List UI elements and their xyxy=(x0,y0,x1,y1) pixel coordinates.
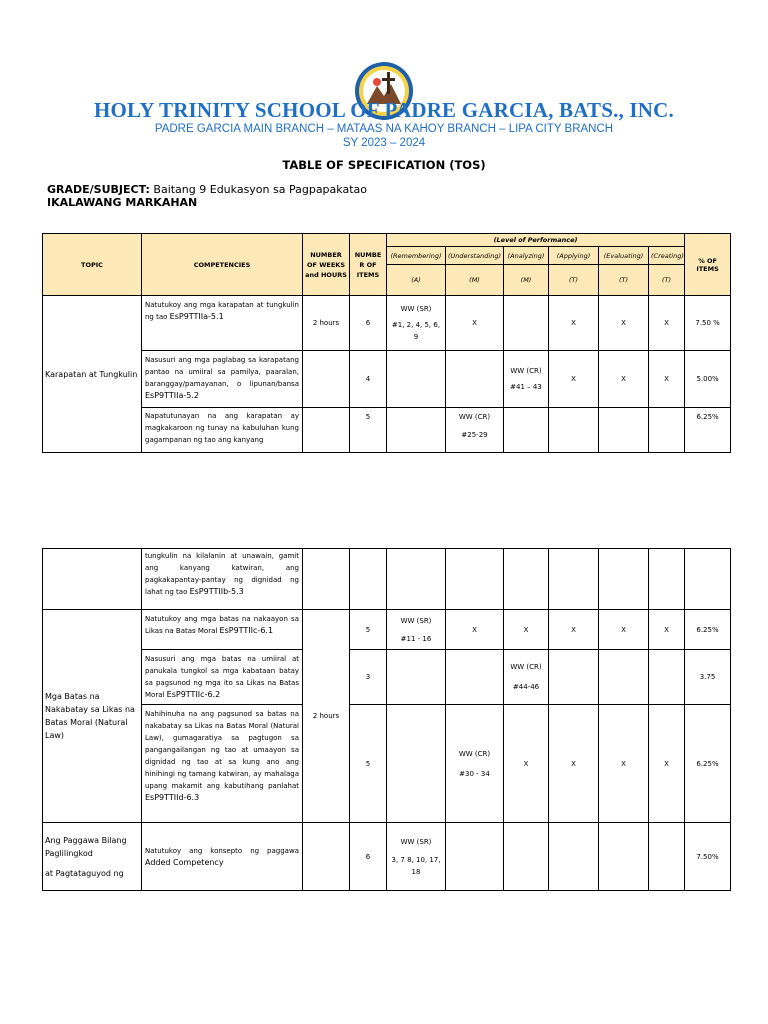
items-cell: 5 xyxy=(350,408,387,453)
header-level-name: (Analyzing) xyxy=(504,247,549,265)
hours-cell xyxy=(303,549,350,610)
analyzing-cell xyxy=(504,549,549,610)
competency-text: Natutukoy ang mga karapatan at tungkulin ng tao xyxy=(145,301,299,321)
remembering-cell xyxy=(387,610,446,650)
remembering-cell xyxy=(387,650,446,705)
creating-cell: X xyxy=(649,705,685,823)
remembering-cell xyxy=(387,549,446,610)
header-level-code: (T) xyxy=(549,265,599,296)
competency-cell xyxy=(142,408,303,453)
applying-cell xyxy=(549,823,599,891)
understanding-cell xyxy=(446,351,504,408)
percent-cell: 6.25% xyxy=(685,610,731,650)
competency-code: EsP9TTIIa-5.1 xyxy=(169,312,224,321)
analyzing-cell xyxy=(504,351,549,408)
hours-cell xyxy=(303,823,350,891)
applying-cell xyxy=(549,408,599,453)
cell-label: WW (SR) xyxy=(400,305,432,313)
table-row xyxy=(43,296,731,351)
cell-label: WW (SR) xyxy=(400,616,432,625)
header-level-name: (Remembering) xyxy=(387,247,446,265)
applying-cell: X xyxy=(549,296,599,351)
competency-text: Nasusuri ang mga batas na umiiral at panukala tungkol sa mga kabataan batay sa pagsunod ng mga ito sa Likas na Batas Moral xyxy=(145,655,299,699)
competency-cell xyxy=(142,296,303,351)
competency-cell xyxy=(142,650,303,705)
competency-text: Natutukoy ang mga batas na nakaayon sa Likas na Batas Moral xyxy=(145,615,299,635)
header-level-code: (T) xyxy=(599,265,649,296)
school-branches: PADRE GARCIA MAIN BRANCH – MATAAS NA KAHOY BRANCH – LIPA CITY BRANCH xyxy=(154,123,614,135)
competency-code: EsP9TTIIa-5.2 xyxy=(145,391,199,400)
remembering-cell xyxy=(387,296,446,351)
competency-cell xyxy=(142,610,303,650)
percent-cell: 3.75 xyxy=(685,650,731,705)
cell-label: WW (CR) xyxy=(458,413,491,421)
creating-cell xyxy=(649,823,685,891)
competency-text: Nahihinuha na ang pagsunod sa batas na nakabatay sa Likas na Batas Moral (Natural Law), gumagaratiya sa pagtugon sa pangangailangan ng tao at umaayon sa dignidad ng tao at sa kung ano ang hinihingi ng tamang katwiran, ay mahalaga upang makamit ang kabutihang panlahat xyxy=(145,710,299,790)
document-title: TABLE OF SPECIFICATION (TOS) xyxy=(282,158,486,172)
applying-cell: X xyxy=(549,351,599,408)
percent-cell: 7.50% xyxy=(685,823,731,891)
analyzing-cell xyxy=(504,650,549,705)
header-level-of-performance: (Level of Performance) xyxy=(387,234,685,247)
header-level-name: (Evaluating) xyxy=(599,247,649,265)
creating-cell xyxy=(649,549,685,610)
applying-cell xyxy=(549,650,599,705)
header-level-code: (M) xyxy=(504,265,549,296)
creating-cell xyxy=(649,650,685,705)
cell-value: #25-29 xyxy=(461,431,488,439)
grade-value: Baitang 9 Edukasyon sa Pagpapakatao xyxy=(149,183,367,196)
applying-cell: X xyxy=(549,705,599,823)
table-row xyxy=(43,549,731,610)
competency-code: EsP9TTIIc-6.2 xyxy=(166,690,221,699)
items-cell: 4 xyxy=(350,351,387,408)
analyzing-cell xyxy=(504,823,549,891)
competency-cell xyxy=(142,823,303,891)
applying-cell xyxy=(549,549,599,610)
table-row xyxy=(43,650,731,705)
table-row xyxy=(43,610,731,650)
table-row xyxy=(43,823,731,891)
topic-cell xyxy=(43,549,142,610)
understanding-cell: X xyxy=(446,610,504,650)
percent-cell: 5.00% xyxy=(685,351,731,408)
topic-line: Ang Paggawa Bilang Paglilingkod xyxy=(45,835,127,858)
items-cell: 6 xyxy=(350,296,387,351)
hours-cell xyxy=(303,351,350,408)
header-items: NUMBE R OF ITEMS xyxy=(350,234,387,296)
creating-cell: X xyxy=(649,296,685,351)
understanding-cell xyxy=(446,705,504,823)
header-topic: TOPIC xyxy=(43,234,142,296)
evaluating-cell xyxy=(599,408,649,453)
header-level-name: (Understanding) xyxy=(446,247,504,265)
percent-cell xyxy=(685,549,731,610)
items-cell: 6 xyxy=(350,823,387,891)
percent-cell: 6.25% xyxy=(685,408,731,453)
analyzing-cell xyxy=(504,408,549,453)
evaluating-cell: X xyxy=(599,610,649,650)
topic-cell: Mga Batas na Nakabatay sa Likas na Batas Moral (Natural Law) xyxy=(43,610,142,823)
evaluating-cell xyxy=(599,823,649,891)
evaluating-cell xyxy=(599,549,649,610)
cell-label: WW (CR) xyxy=(458,749,491,758)
remembering-cell xyxy=(387,705,446,823)
cell-label: WW (SR) xyxy=(400,837,432,846)
cell-value: #44-46 xyxy=(512,683,540,691)
grade-label: GRADE/SUBJECT: xyxy=(47,183,150,196)
competency-cell xyxy=(142,705,303,823)
analyzing-cell xyxy=(504,296,549,351)
topic-line: at Pagtataguyod ng xyxy=(45,868,124,878)
competency-cell xyxy=(142,549,303,610)
remembering-cell xyxy=(387,408,446,453)
remembering-cell xyxy=(387,351,446,408)
competency-text: tungkulin na kilalanin at unawain, gamit ang kanyang katwiran, ang pagkakapantay-pantay ng dignidad ng lahat ng tao xyxy=(145,552,299,596)
table-row xyxy=(43,705,731,823)
understanding-cell xyxy=(446,650,504,705)
evaluating-cell xyxy=(599,650,649,705)
tos-table-page1 xyxy=(42,233,731,453)
cell-value: #1, 2, 4, 5, 6, 9 xyxy=(391,321,441,341)
applying-cell: X xyxy=(549,610,599,650)
header-level-code: (M) xyxy=(446,265,504,296)
creating-cell xyxy=(649,408,685,453)
topic-cell xyxy=(43,823,142,891)
cell-label: WW (CR) xyxy=(510,367,542,375)
percent-cell: 6.25% xyxy=(685,705,731,823)
header-level-code: (A) xyxy=(387,265,446,296)
hours-cell: 2 hours xyxy=(303,296,350,351)
understanding-cell xyxy=(446,823,504,891)
analyzing-cell: X xyxy=(504,610,549,650)
tos-table-page2 xyxy=(42,548,731,891)
competency-code: EsP9TTIId-6.3 xyxy=(145,793,200,802)
cell-value: #11 - 16 xyxy=(400,634,432,643)
header-level-code: (T) xyxy=(649,265,685,296)
header-competencies: COMPETENCIES xyxy=(142,234,303,296)
header-percent: % OF ITEMS xyxy=(685,234,731,296)
understanding-cell: X xyxy=(446,296,504,351)
cell-value: #30 - 34 xyxy=(459,769,490,778)
table-row xyxy=(43,408,731,453)
competency-code: EsP9TTIIb-5.3 xyxy=(189,587,244,596)
hours-cell: 2 hours xyxy=(303,610,350,823)
competency-code: Added Competency xyxy=(145,857,224,867)
percent-cell: 7.50 % xyxy=(685,296,731,351)
cell-value: #41 – 43 xyxy=(510,383,542,391)
understanding-cell xyxy=(446,408,504,453)
items-cell: 5 xyxy=(350,610,387,650)
understanding-cell xyxy=(446,549,504,610)
competency-text: Nasusuri ang mga paglabag sa karapatang pantao na umiiral sa pamilya, paaralan, baranggay/pamayanan, o lipunan/bansa xyxy=(145,356,299,388)
hours-cell xyxy=(303,408,350,453)
header-level-name: (Creating) xyxy=(649,247,685,265)
grade-subject-line xyxy=(47,183,367,196)
competency-text: Napatutunayan na ang karapatan ay magkakaroon ng tunay na kabuluhan kung gagampanan ng tao ang kanyang xyxy=(145,412,299,444)
remembering-cell xyxy=(387,823,446,891)
topic-cell: Karapatan at Tungkulin xyxy=(43,296,142,453)
creating-cell: X xyxy=(649,351,685,408)
school-name: HOLY TRINITY SCHOOL OF PADRE GARCIA, BATS., INC. xyxy=(93,98,674,122)
evaluating-cell: X xyxy=(599,705,649,823)
competency-text: Natutukoy ang konsepto ng paggawa xyxy=(145,846,299,855)
creating-cell: X xyxy=(649,610,685,650)
items-cell xyxy=(350,549,387,610)
quarter-label: IKALAWANG MARKAHAN xyxy=(47,196,198,209)
table-row xyxy=(43,351,731,408)
cell-label: WW (CR) xyxy=(510,663,542,671)
items-cell: 5 xyxy=(350,705,387,823)
competency-cell xyxy=(142,351,303,408)
header-level-name: (Applying) xyxy=(549,247,599,265)
header-weeks: NUMBER OF WEEKS and HOURS xyxy=(303,234,350,296)
cell-value: 3, 7 8, 10, 17, 18 xyxy=(391,855,441,876)
evaluating-cell: X xyxy=(599,351,649,408)
competency-code: EsP9TTIIc-6.1 xyxy=(219,626,274,635)
items-cell: 3 xyxy=(350,650,387,705)
analyzing-cell: X xyxy=(504,705,549,823)
evaluating-cell: X xyxy=(599,296,649,351)
school-year: SY 2023 – 2024 xyxy=(342,137,426,149)
